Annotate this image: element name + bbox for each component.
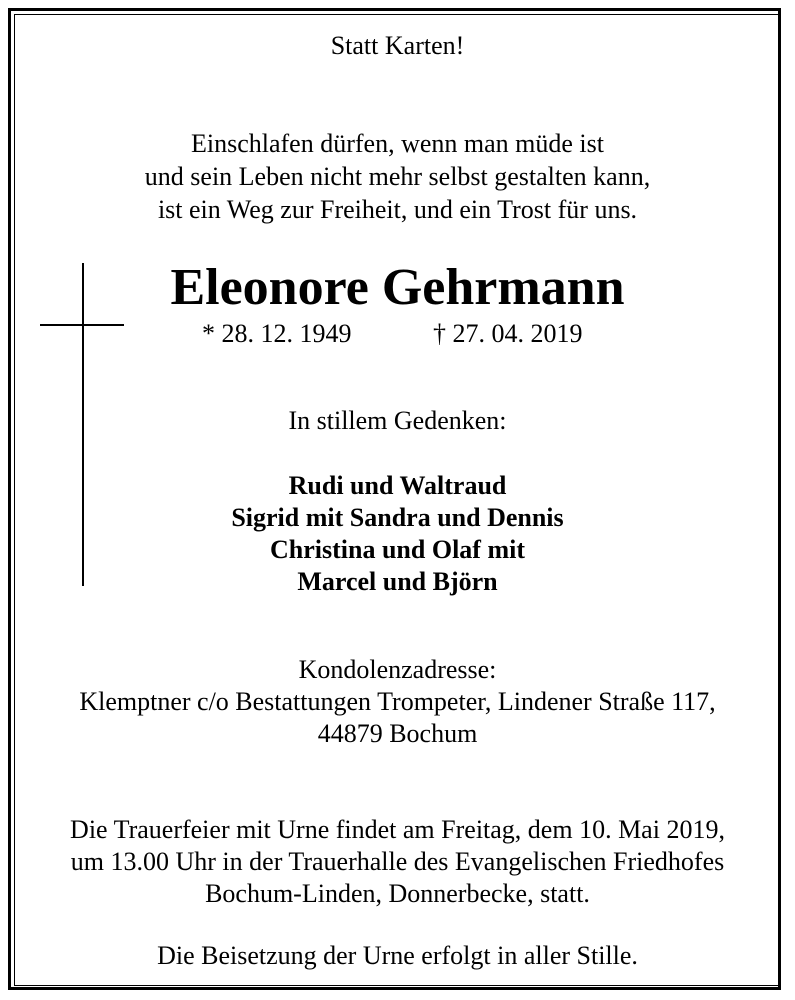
cross-icon-bar — [40, 324, 124, 326]
death-date: † 27. 04. 2019 — [433, 319, 583, 348]
mourner-line-3: Christina und Olaf mit — [270, 535, 525, 564]
deceased-name: Eleonore Gehrmann — [170, 259, 625, 316]
poem-line-2: und sein Leben nicht mehr selbst gestalten kann, — [144, 162, 651, 191]
condolence-label: Kondolenzadresse: — [298, 655, 497, 684]
poem-line-1: Einschlafen dürfen, wenn man müde ist — [191, 129, 604, 158]
condolence-address-line-1: Klemptner c/o Bestattungen Trompeter, Lindener Straße 117, — [79, 687, 716, 716]
condolence-address-line-2: 44879 Bochum — [317, 719, 478, 748]
ceremony-line-1: Die Trauerfeier mit Urne findet am Freitag, dem 10. Mai 2019, — [70, 815, 725, 844]
ceremony-line-2: um 13.00 Uhr in der Trauerhalle des Evangelischen Friedhofes — [70, 847, 725, 876]
burial-note: Die Beisetzung der Urne erfolgt in aller Stille. — [157, 941, 638, 970]
mourner-line-4: Marcel und Björn — [297, 567, 498, 596]
mourner-line-1: Rudi und Waltraud — [288, 471, 507, 500]
poem-line-3: ist ein Weg zur Freiheit, und ein Trost für uns. — [157, 195, 638, 224]
birth-date: * 28. 12. 1949 — [202, 319, 352, 348]
memorial-heading: In stillem Gedenken: — [288, 406, 507, 435]
ceremony-line-3: Bochum-Linden, Donnerbecke, statt. — [205, 879, 590, 908]
mourner-line-2: Sigrid mit Sandra und Dennis — [231, 503, 564, 532]
header-text: Statt Karten! — [330, 31, 465, 60]
